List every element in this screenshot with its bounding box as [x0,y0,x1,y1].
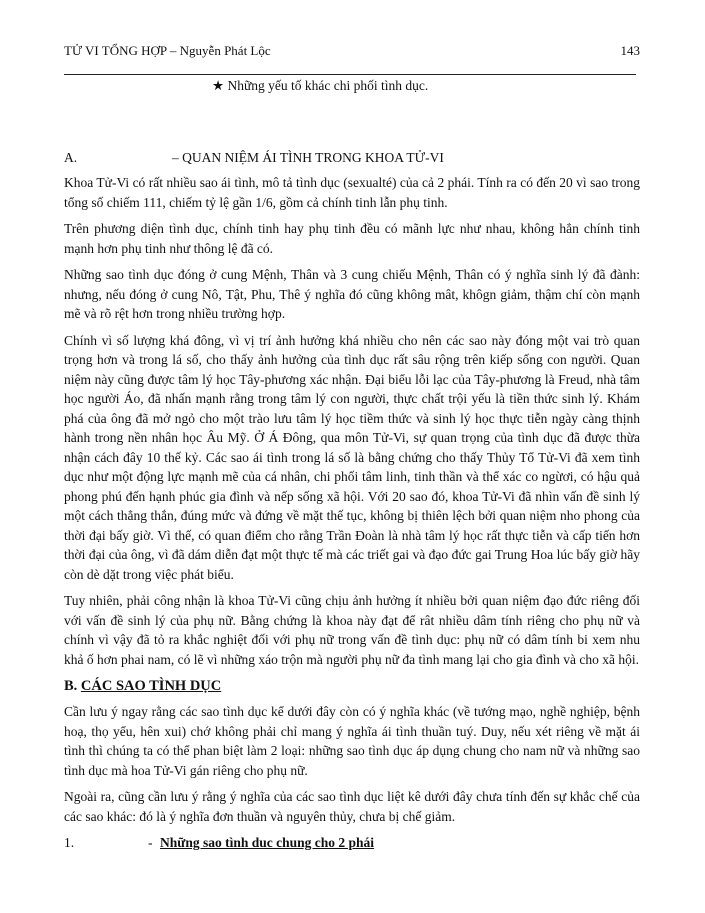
paragraph: Ngoài ra, cũng cần lưu ý rằng ý nghĩa của các sao tình dục liệt kê dưới đây chưa tính đến sự khắc chế của các sao khác: đó là ý nghĩa đơn thuần và nguyên thủy, chưa bị chế giảm. [64,789,640,824]
list-item-title: Những sao tình duc chung cho 2 phái [160,835,375,850]
list-item-dash: - [148,835,153,850]
list-item-number: 1. [64,835,75,850]
running-title: TỬ VI TỔNG HỢP – Nguyễn Phát Lộc [64,43,271,58]
paragraph: Cần lưu ý ngay rằng các sao tình dục kể dưới đây còn có ý nghĩa khác (về tướng mạo, nghề nghiệp, bệnh hoạ, thọ yểu, hên xui) chớ không phải chỉ mang ý nghĩa ái tình thuần tuý. Duy, nếu xét riêng về mặt ái tình thì chúng ta có thể phan biệt làm 2 loại: những sao tình dục áp dụng chung cho nam nữ và những sao tình dục mà hoa Tử-Vi gán riêng cho phụ nữ. [64,704,640,778]
page-number: 143 [620,43,640,58]
paragraph: Khoa Tử-Vi có rất nhiều sao ái tình, mô tả tình dục (sexualté) của cả 2 phái. Tính ra có đến 20 vì sao trong tổng số chiếm 111, chiếm tỷ lệ gần 1/6, gồm cả chính tinh lẫn phụ tinh. [64,175,640,210]
paragraph: Tuy nhiên, phải công nhận là khoa Tử-Vi cũng chịu ảnh hưởng ít nhiều bởi quan niệm đạo đức riêng đối với vấn đề sinh lý của phụ nữ. Bằng chứng là khoa này đạt để rât nhiều dâm tính riêng cho phụ nữ và chính vì vậy đã tỏ ra khắc nghiệt đối với phụ nữ trong vấn đề tình dục: phụ nữ có dâm tính bi xem nhu khả ố hơn phai nam, có lẽ vì những xáo trộn mà người phụ nữ đa tình mang lại cho gia đình và cho xã hội. [64,593,640,667]
section-a-title: – QUAN NIỆM ÁI TÌNH TRONG KHOA TỬ-VI [172,150,444,165]
page-header [64,42,640,60]
list-item-1 [64,833,640,853]
paragraph: Những sao tình dục đóng ở cung Mệnh, Thân và 3 cung chiếu Mệnh, Thân có ý nghĩa sinh lý đã đành: nhưng, nếu đóng ở cung Nô, Tật, Phu, Thê ý nghĩa đó cũng không mât, khôgn giảm, thậm chí còn mạnh mẽ và rõ rệt hơn trong nhiều trường hợp. [64,267,640,321]
section-b-prefix: B. [64,678,81,694]
section-a-number: A. [64,150,78,165]
section-b-title: CÁC SAO TÌNH DỤC [80,678,222,694]
header-rule [64,74,636,75]
body-text [64,173,640,853]
bullet-item [212,77,428,95]
paragraph: Chính vì số lượng khá đông, vì vị trí ảnh hưởng khá nhiều cho nên các sao này đóng một vai trò quan trọng hơn và trong lá số, cho thấy ảnh hưởng của tình dục rất sâu rộng trên kiếp sống con người. Quan niệm này cũng được tâm lý học Tây-phương xác nhận. Đại biểu lỗi lạc của Tây-phương là Freud, nhà tâm học người Áo, đã nhấn mạnh rằng trong tâm lý con người, thực chất trội yếu là tiền thức sinh lý. Khám phá của ông đã mở ngỏ cho một trào lưu tâm lý học tiềm thức và sinh lý học thực tiễn ngày càng thịnh hành trong nền nhân học Âu Mỹ. Ở Á Đông, qua môn Tử-Vi, sự quan trọng của tình dục đã được thừa nhận cách đây 10 thế kỷ. Các sao ái tình trong lá số là bằng chứng cho thấy Thủy Tổ Tử-Vi đã xem tình dục như một động lực mạnh mẽ của cá nhân, chi phối tâm linh, tinh thần và thể xác co ngừơi, có hậu quả phong phú đến hạnh phúc gia đình và nếp sống xã hội. Với 20 sao đó, khoa Tử-Vi đã nhìn vấn đề sinh lý một cách thẳng thắn, đúng mức và đứng về mặt thế tục, không bị thiên lệch bởi quan niệm nho phong của thời đại bấy giờ. Vì thế, có quan điểm cho rằng Trần Đoàn là nhà tâm lý học rất thực tiễn và cấp tiến hơn thời đại của ông, vì đã dám diễn đạt một thực tế mà các triết gai và đạo đức gai Trung Hoa lúc bấy giờ hãy còn dè dặt trong việc phát biểu. [64,332,640,582]
bullet-text: Những yếu tố khác chi phối tình dục. [227,78,429,93]
paragraph: Trên phương diện tình dục, chính tinh hay phụ tinh đều có mãnh lực như nhau, không hẳn chính tinh mạnh hơn phụ tinh như thông lệ đã có. [64,221,640,256]
star-icon: ★ [212,78,225,93]
section-b-heading [64,676,640,696]
